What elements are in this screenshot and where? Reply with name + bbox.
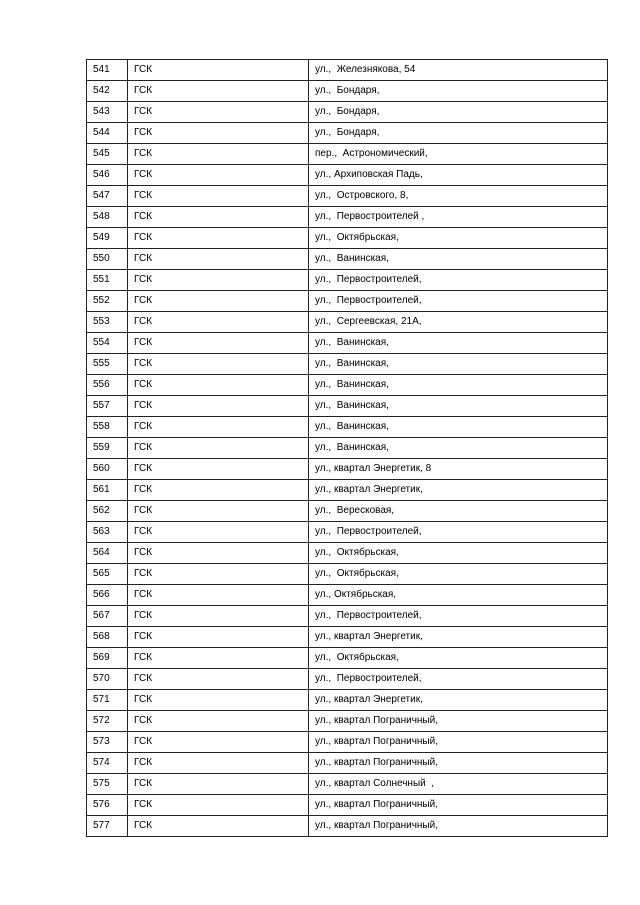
table-row <box>87 228 608 249</box>
address-cell: ул., Ванинская, <box>309 249 608 270</box>
table-row <box>87 81 608 102</box>
object-type-cell: ГСК <box>128 270 309 291</box>
address-cell: ул., Сергеевская, 21А, <box>309 312 608 333</box>
address-cell: ул., квартал Пограничный, <box>309 795 608 816</box>
object-type-cell: ГСК <box>128 585 309 606</box>
object-type-cell: ГСК <box>128 501 309 522</box>
table-row <box>87 753 608 774</box>
address-cell: ул., Архиповская Падь, <box>309 165 608 186</box>
table-row <box>87 270 608 291</box>
table-row <box>87 711 608 732</box>
row-number-cell: 556 <box>87 375 128 396</box>
object-type-cell: ГСК <box>128 165 309 186</box>
address-cell: ул., Октябрьская, <box>309 585 608 606</box>
object-type-cell: ГСК <box>128 732 309 753</box>
address-cell: ул., Ванинская, <box>309 375 608 396</box>
object-type-cell: ГСК <box>128 522 309 543</box>
address-cell: ул., Октябрьская, <box>309 648 608 669</box>
address-cell: ул., квартал Солнечный , <box>309 774 608 795</box>
row-number-cell: 577 <box>87 816 128 837</box>
object-type-cell: ГСК <box>128 60 309 81</box>
address-cell: ул., Первостроителей, <box>309 291 608 312</box>
object-type-cell: ГСК <box>128 144 309 165</box>
row-number-cell: 574 <box>87 753 128 774</box>
table-row <box>87 291 608 312</box>
table-row <box>87 816 608 837</box>
table-row <box>87 60 608 81</box>
table-row <box>87 732 608 753</box>
address-cell: ул., Ванинская, <box>309 354 608 375</box>
address-cell: ул., Первостроителей, <box>309 606 608 627</box>
table-row <box>87 417 608 438</box>
table-row <box>87 795 608 816</box>
address-cell: ул., квартал Пограничный, <box>309 711 608 732</box>
address-cell: ул., Октябрьская, <box>309 228 608 249</box>
table-row <box>87 627 608 648</box>
row-number-cell: 557 <box>87 396 128 417</box>
address-cell: ул., квартал Энергетик, <box>309 480 608 501</box>
row-number-cell: 559 <box>87 438 128 459</box>
table-row <box>87 648 608 669</box>
row-number-cell: 561 <box>87 480 128 501</box>
table-row <box>87 333 608 354</box>
object-type-cell: ГСК <box>128 459 309 480</box>
table-row <box>87 606 608 627</box>
garage-cooperatives-table <box>86 59 608 837</box>
table-row <box>87 480 608 501</box>
object-type-cell: ГСК <box>128 186 309 207</box>
object-type-cell: ГСК <box>128 480 309 501</box>
address-cell: ул., Вересковая, <box>309 501 608 522</box>
address-cell: ул., Островского, 8, <box>309 186 608 207</box>
row-number-cell: 543 <box>87 102 128 123</box>
address-cell: ул., Ванинская, <box>309 396 608 417</box>
object-type-cell: ГСК <box>128 333 309 354</box>
row-number-cell: 548 <box>87 207 128 228</box>
row-number-cell: 575 <box>87 774 128 795</box>
table-row <box>87 312 608 333</box>
table-row <box>87 774 608 795</box>
row-number-cell: 568 <box>87 627 128 648</box>
address-cell: ул., Октябрьская, <box>309 543 608 564</box>
row-number-cell: 546 <box>87 165 128 186</box>
address-cell: ул., Первостроителей , <box>309 207 608 228</box>
object-type-cell: ГСК <box>128 669 309 690</box>
address-cell: ул., квартал Энергетик, 8 <box>309 459 608 480</box>
object-type-cell: ГСК <box>128 438 309 459</box>
row-number-cell: 541 <box>87 60 128 81</box>
row-number-cell: 569 <box>87 648 128 669</box>
table-row <box>87 186 608 207</box>
object-type-cell: ГСК <box>128 816 309 837</box>
table-row <box>87 249 608 270</box>
object-type-cell: ГСК <box>128 375 309 396</box>
table-row <box>87 543 608 564</box>
object-type-cell: ГСК <box>128 102 309 123</box>
address-cell: ул., квартал Энергетик, <box>309 690 608 711</box>
object-type-cell: ГСК <box>128 417 309 438</box>
address-cell: ул., квартал Пограничный, <box>309 753 608 774</box>
object-type-cell: ГСК <box>128 543 309 564</box>
address-cell: ул., Ванинская, <box>309 417 608 438</box>
table-row <box>87 564 608 585</box>
address-cell: ул., Октябрьская, <box>309 564 608 585</box>
table-row <box>87 144 608 165</box>
row-number-cell: 567 <box>87 606 128 627</box>
object-type-cell: ГСК <box>128 648 309 669</box>
row-number-cell: 552 <box>87 291 128 312</box>
object-type-cell: ГСК <box>128 606 309 627</box>
row-number-cell: 551 <box>87 270 128 291</box>
object-type-cell: ГСК <box>128 81 309 102</box>
object-type-cell: ГСК <box>128 564 309 585</box>
address-cell: пер., Астрономический, <box>309 144 608 165</box>
table-row <box>87 585 608 606</box>
address-cell: ул., Железнякова, 54 <box>309 60 608 81</box>
row-number-cell: 553 <box>87 312 128 333</box>
row-number-cell: 550 <box>87 249 128 270</box>
row-number-cell: 554 <box>87 333 128 354</box>
row-number-cell: 555 <box>87 354 128 375</box>
table-row <box>87 123 608 144</box>
row-number-cell: 547 <box>87 186 128 207</box>
object-type-cell: ГСК <box>128 627 309 648</box>
address-cell: ул., Бондаря, <box>309 123 608 144</box>
address-cell: ул., квартал Пограничный, <box>309 816 608 837</box>
table-row <box>87 102 608 123</box>
object-type-cell: ГСК <box>128 249 309 270</box>
address-cell: ул., квартал Пограничный, <box>309 732 608 753</box>
row-number-cell: 573 <box>87 732 128 753</box>
table-row <box>87 438 608 459</box>
table-body <box>87 60 608 837</box>
row-number-cell: 570 <box>87 669 128 690</box>
object-type-cell: ГСК <box>128 753 309 774</box>
row-number-cell: 542 <box>87 81 128 102</box>
object-type-cell: ГСК <box>128 795 309 816</box>
address-cell: ул., Бондаря, <box>309 81 608 102</box>
object-type-cell: ГСК <box>128 711 309 732</box>
table-row <box>87 690 608 711</box>
object-type-cell: ГСК <box>128 207 309 228</box>
table-row <box>87 522 608 543</box>
row-number-cell: 563 <box>87 522 128 543</box>
row-number-cell: 545 <box>87 144 128 165</box>
object-type-cell: ГСК <box>128 396 309 417</box>
row-number-cell: 576 <box>87 795 128 816</box>
address-cell: ул., квартал Энергетик, <box>309 627 608 648</box>
row-number-cell: 562 <box>87 501 128 522</box>
table-row <box>87 396 608 417</box>
row-number-cell: 544 <box>87 123 128 144</box>
object-type-cell: ГСК <box>128 228 309 249</box>
table-row <box>87 165 608 186</box>
row-number-cell: 572 <box>87 711 128 732</box>
row-number-cell: 549 <box>87 228 128 249</box>
row-number-cell: 560 <box>87 459 128 480</box>
row-number-cell: 564 <box>87 543 128 564</box>
address-cell: ул., Бондаря, <box>309 102 608 123</box>
address-cell: ул., Ванинская, <box>309 438 608 459</box>
address-cell: ул., Первостроителей, <box>309 270 608 291</box>
object-type-cell: ГСК <box>128 291 309 312</box>
table-row <box>87 501 608 522</box>
table-row <box>87 669 608 690</box>
row-number-cell: 566 <box>87 585 128 606</box>
object-type-cell: ГСК <box>128 690 309 711</box>
address-cell: ул., Ванинская, <box>309 333 608 354</box>
table-row <box>87 207 608 228</box>
row-number-cell: 571 <box>87 690 128 711</box>
address-cell: ул., Первостроителей, <box>309 522 608 543</box>
object-type-cell: ГСК <box>128 123 309 144</box>
table-row <box>87 354 608 375</box>
address-cell: ул., Первостроителей, <box>309 669 608 690</box>
table-row <box>87 375 608 396</box>
table-row <box>87 459 608 480</box>
object-type-cell: ГСК <box>128 774 309 795</box>
object-type-cell: ГСК <box>128 354 309 375</box>
object-type-cell: ГСК <box>128 312 309 333</box>
row-number-cell: 558 <box>87 417 128 438</box>
row-number-cell: 565 <box>87 564 128 585</box>
